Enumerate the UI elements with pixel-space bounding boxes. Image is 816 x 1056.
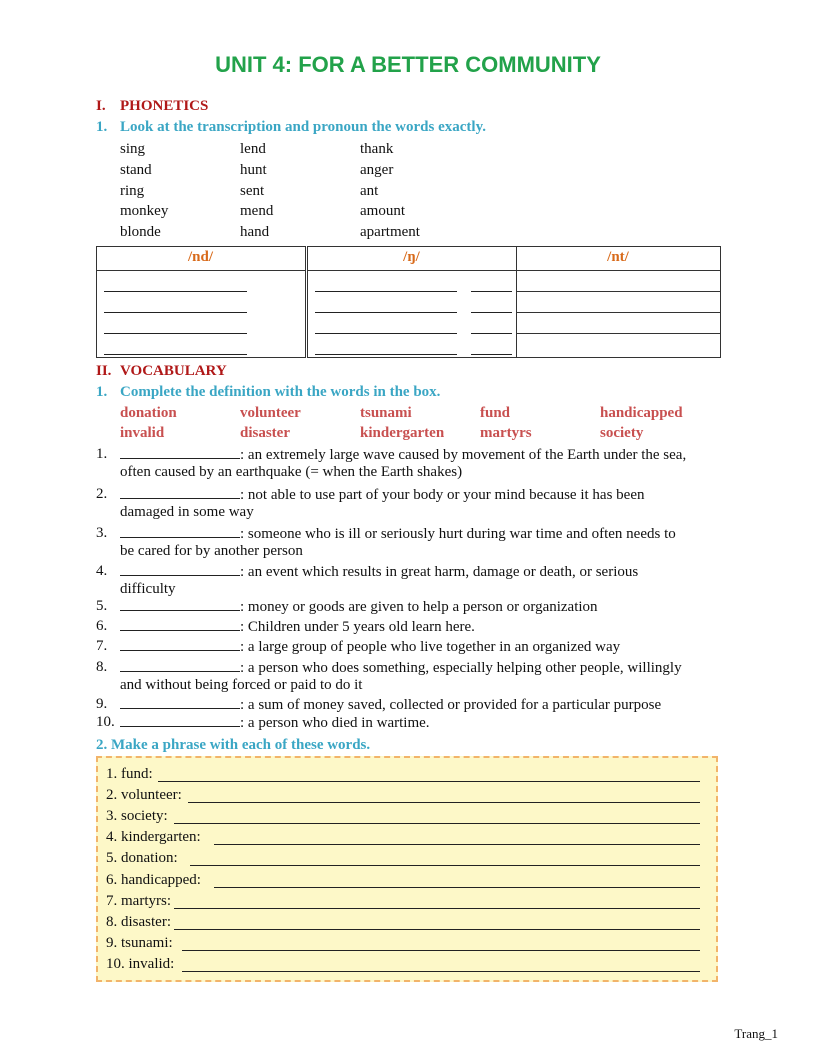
- definition-text: : an extremely large wave caused by movement of the Earth under the sea,: [240, 447, 687, 463]
- box-word: kindergarten: [360, 425, 445, 441]
- box-word: society: [600, 425, 644, 441]
- word-item: lend: [240, 141, 266, 157]
- section-heading: PHONETICS: [120, 98, 209, 114]
- definition-text: damaged in some way: [120, 504, 254, 520]
- definition-number: 2.: [96, 486, 108, 502]
- word-item: ant: [360, 182, 379, 199]
- answer-blank[interactable]: [120, 638, 240, 651]
- column-header: /nd/: [187, 249, 214, 265]
- phrase-box: [96, 756, 718, 982]
- definition-item: [120, 598, 598, 616]
- answer-blank[interactable]: [120, 525, 240, 538]
- column-header: /ŋ/: [403, 249, 420, 265]
- definition-number: 1.: [96, 446, 108, 462]
- answer-blank[interactable]: [315, 291, 457, 292]
- definition-text: : not able to use part of your body or your mind because it has been: [240, 487, 645, 503]
- box-word: disaster: [240, 425, 290, 441]
- definition-number: 8.: [96, 659, 108, 675]
- phrase-answer-line[interactable]: [214, 887, 700, 888]
- definition-text: and without being forced or paid to do it: [120, 677, 363, 693]
- box-word: martyrs: [480, 425, 532, 441]
- answer-blank[interactable]: [120, 618, 240, 631]
- definition-text: : a person who died in wartime.: [240, 715, 430, 731]
- task-instruction: Look at the transcription and pronoun the words exactly.: [120, 119, 487, 135]
- word-item: hand: [240, 224, 270, 241]
- section-heading: VOCABULARY: [120, 363, 227, 379]
- definition-item: [120, 659, 682, 677]
- phrase-label: 8. disaster:: [106, 913, 171, 930]
- definition-item: [120, 696, 661, 714]
- phrase-answer-line[interactable]: [182, 950, 700, 951]
- answer-blank[interactable]: [120, 696, 240, 709]
- column-header: /nt/: [607, 249, 629, 265]
- word-item: thank: [360, 141, 394, 157]
- answer-blank[interactable]: [104, 291, 247, 292]
- phrase-answer-line[interactable]: [158, 781, 700, 782]
- definition-item: [120, 714, 430, 732]
- definition-item: [120, 563, 638, 581]
- phrase-label: 10. invalid:: [106, 955, 175, 972]
- definition-number: 7.: [96, 638, 108, 654]
- phrase-answer-line[interactable]: [174, 908, 700, 909]
- word-item: hunt: [240, 161, 267, 178]
- answer-blank[interactable]: [471, 333, 512, 334]
- task-instruction: 2. Make a phrase with each of these words.: [96, 737, 371, 753]
- answer-blank[interactable]: [471, 312, 512, 313]
- word-item: ring: [120, 182, 145, 199]
- word-item: sent: [240, 182, 265, 199]
- phrase-label: 9. tsunami:: [106, 934, 173, 951]
- answer-blank[interactable]: [120, 486, 240, 499]
- answer-blank[interactable]: [104, 333, 247, 334]
- definition-item: [120, 525, 676, 543]
- answer-blank[interactable]: [104, 354, 247, 355]
- word-item: blonde: [120, 224, 161, 241]
- answer-blank[interactable]: [120, 563, 240, 576]
- box-word: fund: [480, 405, 511, 421]
- answer-blank[interactable]: [315, 312, 457, 313]
- section-number: I.: [96, 98, 106, 114]
- answer-blank[interactable]: [104, 312, 247, 313]
- answer-blank[interactable]: [120, 446, 240, 459]
- definition-text: difficulty: [120, 581, 176, 597]
- word-item: apartment: [360, 224, 420, 241]
- definition-text: : an event which results in great harm, damage or death, or serious: [240, 564, 639, 580]
- phrase-label: 2. volunteer:: [106, 787, 182, 804]
- phrase-label: 3. society:: [106, 808, 168, 825]
- answer-blank[interactable]: [471, 354, 512, 355]
- box-word: volunteer: [240, 405, 301, 421]
- answer-blank[interactable]: [315, 354, 457, 355]
- phrase-label: 6. handicapped:: [106, 871, 201, 888]
- definition-text: often caused by an earthquake (= when the Earth shakes): [120, 464, 463, 480]
- phrase-answer-line[interactable]: [174, 929, 700, 930]
- word-item: sing: [120, 141, 146, 157]
- answer-blank[interactable]: [315, 333, 457, 334]
- definition-item: [120, 638, 620, 656]
- box-word: invalid: [120, 425, 165, 441]
- box-word: handicapped: [600, 405, 683, 421]
- phrase-label: 7. martyrs:: [106, 892, 171, 909]
- definition-item: [120, 446, 686, 464]
- definition-number: 10.: [96, 714, 115, 730]
- page-title: UNIT 4: FOR A BETTER COMMUNITY: [215, 52, 601, 77]
- phrase-label: 1. fund:: [106, 766, 153, 782]
- phrase-label: 4. kindergarten:: [106, 829, 201, 846]
- definition-number: 4.: [96, 563, 108, 579]
- definition-item: [120, 618, 475, 636]
- definition-text: : someone who is ill or seriously hurt during war time and often needs to: [240, 526, 676, 542]
- section-number: II.: [96, 363, 112, 379]
- word-item: mend: [240, 203, 274, 220]
- task-instruction: Complete the definition with the words in the box.: [120, 384, 441, 400]
- word-item: stand: [120, 161, 152, 178]
- phrase-answer-line[interactable]: [188, 802, 700, 803]
- answer-blank[interactable]: [120, 714, 240, 727]
- definition-number: 9.: [96, 696, 108, 712]
- word-item: monkey: [120, 203, 169, 220]
- answer-blank[interactable]: [120, 659, 240, 672]
- definition-text: : a large group of people who live together in an organized way: [240, 639, 621, 655]
- box-word: tsunami: [360, 405, 412, 421]
- definition-text: : money or goods are given to help a person or organization: [240, 599, 598, 615]
- word-item: anger: [360, 161, 394, 178]
- answer-blank[interactable]: [471, 291, 512, 292]
- answer-blank[interactable]: [120, 598, 240, 611]
- page-footer: Trang_1: [734, 1026, 778, 1041]
- definition-text: : a person who does something, especially helping other people, willingly: [240, 660, 682, 676]
- definition-text: : Children under 5 years old learn here.: [240, 619, 475, 635]
- task-number: 1.: [96, 384, 108, 400]
- phrase-label: 5. donation:: [106, 850, 178, 867]
- phrase-answer-line[interactable]: [174, 823, 700, 824]
- definition-item: [120, 486, 644, 504]
- definition-number: 5.: [96, 598, 108, 614]
- box-word: donation: [120, 405, 177, 421]
- phrase-answer-line[interactable]: [190, 865, 700, 866]
- phrase-answer-line[interactable]: [214, 844, 700, 845]
- definition-number: 3.: [96, 525, 108, 541]
- word-item: amount: [360, 203, 405, 220]
- definition-number: 6.: [96, 618, 108, 634]
- task-number: 1.: [96, 119, 108, 135]
- phrase-answer-line[interactable]: [182, 971, 700, 972]
- definition-text: : a sum of money saved, collected or provided for a particular purpose: [240, 697, 662, 713]
- definition-text: be cared for by another person: [120, 543, 303, 559]
